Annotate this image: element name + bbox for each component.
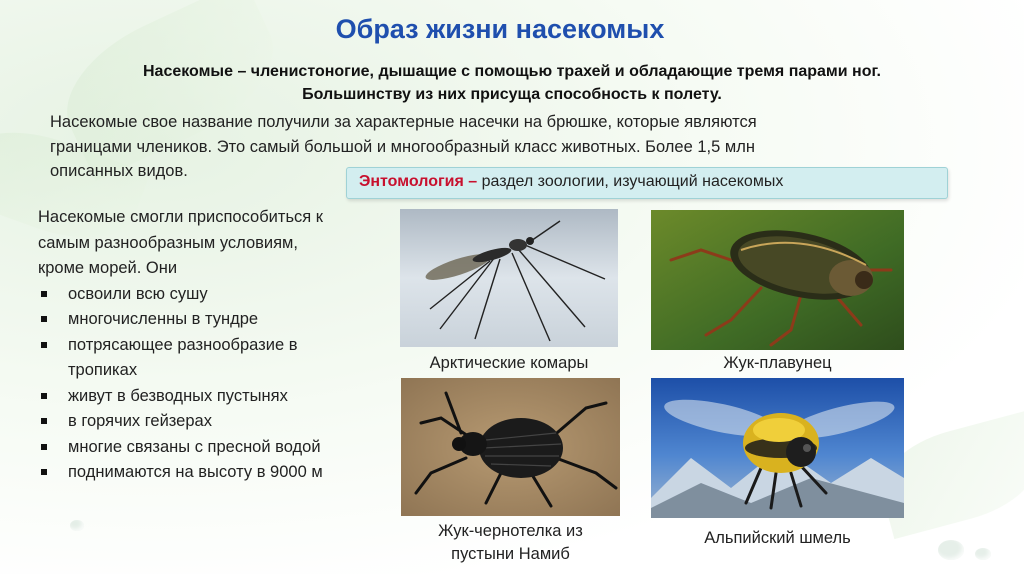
- adaptation-lead-line: самым разнообразным условиям,: [38, 233, 298, 252]
- insect-definition: [40, 60, 984, 106]
- background-water-drop: [70, 520, 84, 531]
- entomology-callout: [346, 167, 948, 199]
- list-item-text: тропиках: [68, 361, 138, 379]
- caption-line: пустыни Намиб: [451, 545, 570, 563]
- background-water-drop: [975, 548, 991, 560]
- bullet-marker: [41, 316, 47, 322]
- entomology-definition: раздел зоологии, изучающий насекомых: [477, 173, 784, 190]
- diving-beetle-photo: [651, 210, 904, 350]
- intro-line: Насекомые свое название получили за характерные насечки на брюшке, которые являются: [50, 113, 757, 131]
- list-item-text: поднимаются на высоту в 9000 м: [68, 463, 323, 481]
- bumblebee-photo: [651, 378, 904, 518]
- caption-line: Жук-чернотелка из: [438, 522, 583, 540]
- list-item: [38, 282, 388, 308]
- list-item: [38, 409, 388, 435]
- list-item: [38, 435, 388, 461]
- darkling-beetle-caption: [401, 520, 620, 566]
- list-item: [38, 333, 388, 384]
- bullet-marker: [41, 444, 47, 450]
- list-item-text: потрясающее разнообразие в: [68, 335, 298, 354]
- intro-line: границами члеников. Это самый большой и многообразный класс животных. Более 1,5 млн: [50, 137, 755, 156]
- definition-line: Большинству из них присуща способность к полету.: [302, 86, 722, 103]
- adaptation-block: [38, 205, 388, 486]
- bullet-marker: [41, 291, 47, 297]
- bullet-marker: [41, 393, 47, 399]
- mosquito-caption: Арктические комары: [429, 354, 589, 372]
- list-item: [38, 384, 388, 410]
- list-item-text: живут в безводных пустынях: [68, 386, 288, 405]
- list-item-text: многочисленны в тундре: [68, 310, 259, 328]
- mosquito-photo: [400, 209, 618, 347]
- list-item-text: многие связаны с пресной водой: [68, 437, 321, 456]
- list-item-text: в горячих гейзерах: [68, 412, 212, 430]
- bullet-marker: [41, 469, 47, 475]
- diving-beetle-caption: Жук-плавунец: [723, 354, 832, 372]
- list-item: [38, 307, 388, 333]
- list-item: [38, 460, 388, 486]
- bumblebee-caption: Альпийский шмель: [704, 529, 851, 547]
- adaptation-list: [38, 282, 388, 486]
- slide-title: Образ жизни насекомых: [335, 14, 665, 44]
- list-item-text: освоили всю сушу: [68, 284, 208, 303]
- bullet-marker: [41, 418, 47, 424]
- adaptation-lead-line: Насекомые смогли приспособиться к: [38, 208, 324, 226]
- intro-line: описанных видов.: [50, 162, 188, 180]
- bullet-marker: [41, 342, 47, 348]
- definition-line: Насекомые – членистоногие, дышащие с помощью трахей и обладающие тремя парами ног.: [142, 63, 881, 80]
- entomology-term: Энтомология –: [359, 173, 478, 190]
- adaptation-lead-line: кроме морей. Они: [38, 259, 178, 277]
- darkling-beetle-photo: [401, 378, 620, 516]
- background-water-drop: [938, 540, 964, 560]
